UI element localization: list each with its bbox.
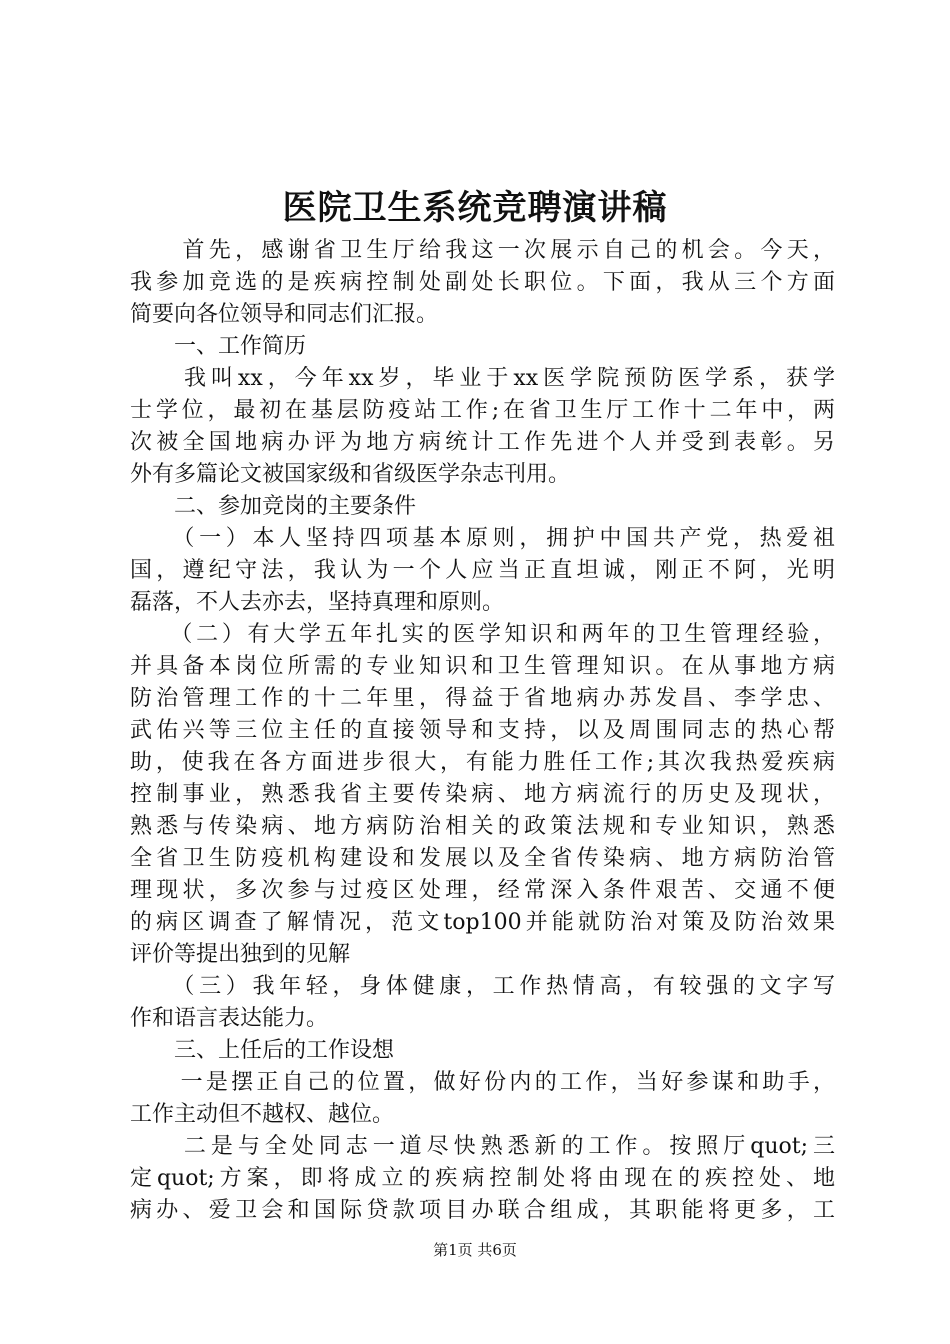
text-line: 三、上任后的工作设想: [130, 1038, 395, 1063]
text-line: 病办、爱卫会和国际贷款项目办联合组成，其职能将更多，工: [130, 1198, 835, 1223]
text-line: 评价等提出独到的见解: [130, 942, 351, 967]
text-line: 国，遵纪守法，我认为一个人应当正直坦诚，刚正不阿，光明: [130, 558, 835, 583]
text-line: 二、参加竞岗的主要条件: [130, 494, 417, 519]
text-line: 全省卫生防疫机构建设和发展以及全省传染病、地方病防治管: [130, 846, 835, 871]
text-line: 作和语言表达能力。: [130, 1006, 329, 1031]
text-line: 理现状，多次参与过疫区处理，经常深入条件艰苦、交通不便: [130, 878, 835, 903]
text-line: 首先，感谢省卫生厅给我这一次展示自己的机会。今天，: [130, 238, 835, 263]
text-line: （一）本人坚持四项基本原则，拥护中国共产党，热爱祖: [130, 526, 835, 551]
text-line: 防治管理工作的十二年里，得益于省地病办苏发昌、李学忠、: [130, 686, 835, 711]
text-line: 我参加竞选的是疾病控制处副处长职位。下面，我从三个方面: [130, 270, 835, 295]
text-line: 我叫xx，今年xx岁，毕业于xx医学院预防医学系，获学: [130, 366, 835, 391]
text-line: 士学位，最初在基层防疫站工作;在省卫生厅工作十二年中，两: [130, 398, 835, 423]
text-line: 定quot;方案，即将成立的疾病控制处将由现在的疾控处、地: [130, 1166, 835, 1191]
text-line: 控制事业，熟悉我省主要传染病、地方病流行的历史及现状，: [130, 782, 835, 807]
text-line: 并具备本岗位所需的专业知识和卫生管理知识。在从事地方病: [130, 654, 835, 679]
document-title: 医院卫生系统竞聘演讲稿: [282, 188, 668, 228]
text-line: 工作主动但不越权、越位。: [130, 1102, 395, 1127]
text-line: 的病区调查了解情况，范文top100并能就防治对策及防治效果: [130, 910, 835, 935]
text-line: 简要向各位领导和同志们汇报。: [130, 302, 439, 327]
text-line: 一、工作简历: [130, 334, 307, 359]
text-line: 外有多篇论文被国家级和省级医学杂志刊用。: [130, 462, 571, 487]
text-line: 次被全国地病办评为地方病统计工作先进个人并受到表彰。另: [130, 430, 835, 455]
text-line: 助，使我在各方面进步很大，有能力胜任工作;其次我热爱疾病: [130, 750, 835, 775]
text-line: 武佑兴等三位主任的直接领导和支持，以及周围同志的热心帮: [130, 718, 835, 743]
text-line: 熟悉与传染病、地方病防治相关的政策法规和专业知识，熟悉: [130, 814, 835, 839]
text-line: （三）我年轻，身体健康，工作热情高，有较强的文字写: [130, 974, 835, 999]
text-line: 磊落，不人去亦去，坚持真理和原则。: [130, 590, 505, 615]
document-body: [130, 235, 835, 1227]
page-footer: 第1页 共6页: [433, 1241, 517, 1259]
text-line: 二是与全处同志一道尽快熟悉新的工作。按照厅quot;三: [130, 1134, 835, 1159]
text-line: （二）有大学五年扎实的医学知识和两年的卫生管理经验，: [130, 622, 835, 647]
text-line: 一是摆正自己的位置，做好份内的工作，当好参谋和助手，: [130, 1070, 835, 1095]
